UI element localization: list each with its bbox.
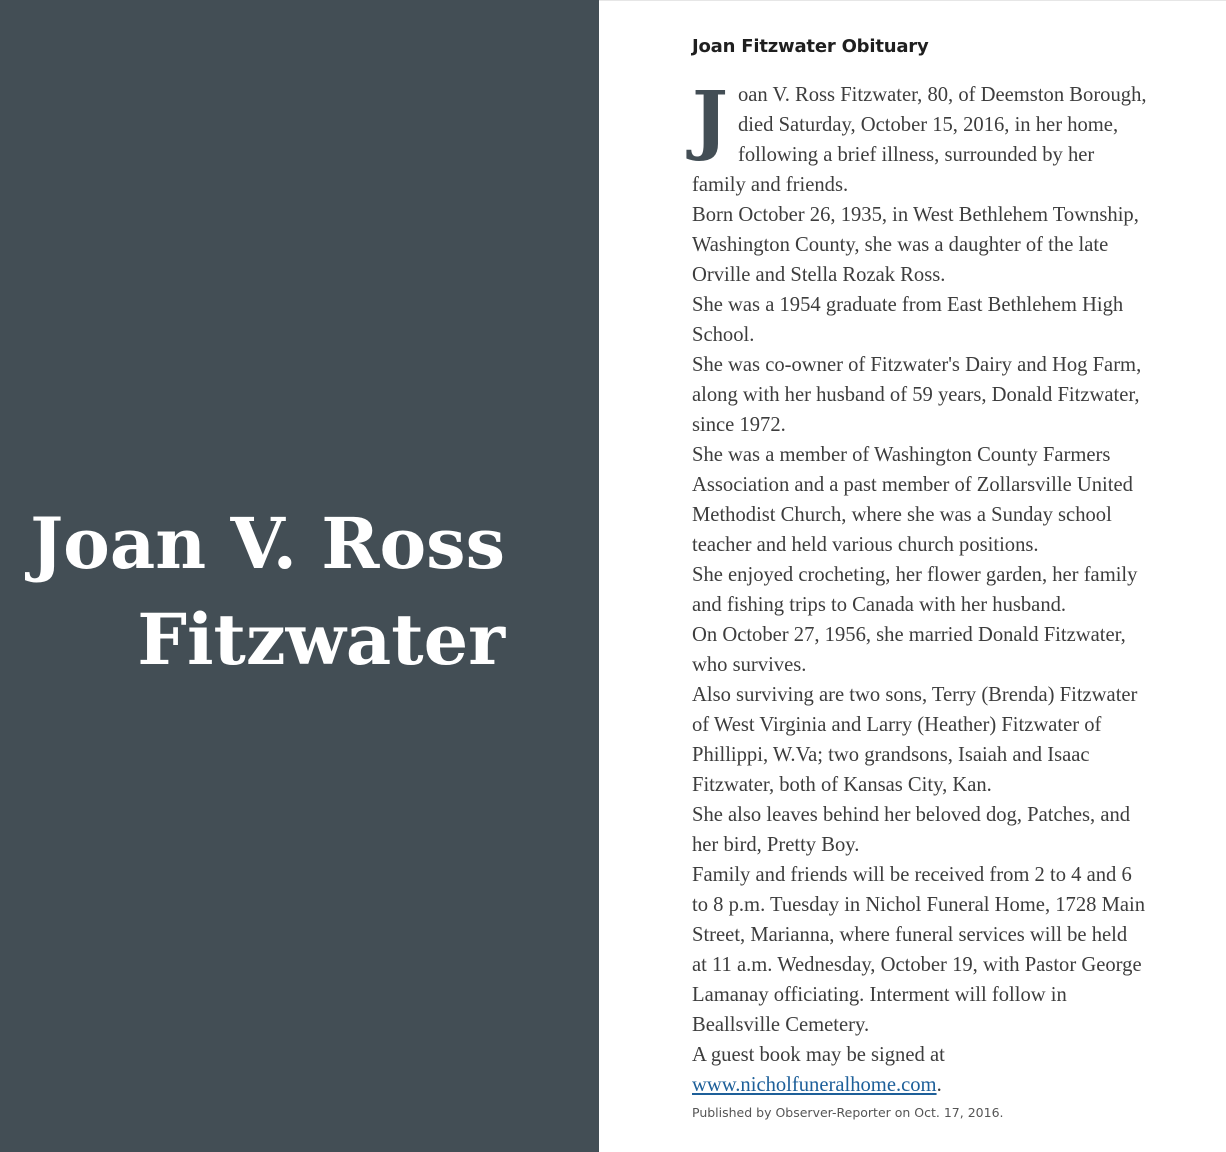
obituary-title: Joan Fitzwater Obituary [692,36,929,57]
paragraph-11 [692,1040,1147,1100]
name-line-2: Fitzwater [137,598,505,681]
paragraph-5: She was a member of Washington County Farmers Association and a past member of Zollarsville United Methodist Church, where she was a Sunday school teacher and held various church positions. [692,444,1133,556]
guestbook-link[interactable]: www.nicholfuneralhome.com [692,1074,937,1096]
paragraph-9: She also leaves behind her beloved dog, Patches, and her bird, Pretty Boy. [692,804,1131,856]
obituary-panel [599,0,1226,1152]
drop-cap: J [692,74,728,163]
paragraph-1-text: oan V. Ross Fitzwater, 80, of Deemston Borough, died Saturday, October 15, 2016, in her home, following a brief illness, surrounded by her family and friends. [692,84,1147,196]
paragraph-10: Family and friends will be received from 2 to 4 and 6 to 8 p.m. Tuesday in Nichol Funeral Home, 1728 Main Street, Marianna, where funeral services will be held at 11 a.m. Wednesday, October 19, with Pastor George Lamanay officiating. Interment will follow in Beallsville Cemetery. [692,864,1146,1036]
guestbook-period: . [936,1074,942,1096]
paragraph-3: She was a 1954 graduate from East Bethlehem High School. [692,294,1124,346]
deceased-name-heading [30,496,505,688]
paragraph-1 [692,74,1147,200]
obituary-body [692,74,1147,1100]
name-banner [0,0,599,1152]
name-line-1: Joan V. Ross [30,502,505,585]
paragraph-4: She was co-owner of Fitzwater's Dairy and Hog Farm, along with her husband of 59 years, Donald Fitzwater, since 1972. [692,354,1142,436]
paragraph-8: Also surviving are two sons, Terry (Brenda) Fitzwater of West Virginia and Larry (Heather) Fitzwater of Phillippi, W.Va; two grandsons, Isaiah and Isaac Fitzwater, both of Kansas City, Kan. [692,684,1138,796]
published-credit: Published by Observer-Reporter on Oct. 17, 2016. [692,1105,1004,1120]
paragraph-2: Born October 26, 1935, in West Bethlehem Township, Washington County, she was a daughter of the late Orville and Stella Rozak Ross. [692,204,1139,286]
obituary-article [692,34,1147,1122]
paragraph-6: She enjoyed crocheting, her flower garden, her family and fishing trips to Canada with her husband. [692,564,1138,616]
guestbook-text: A guest book may be signed at [692,1044,945,1066]
paragraph-7: On October 27, 1956, she married Donald Fitzwater, who survives. [692,624,1126,676]
